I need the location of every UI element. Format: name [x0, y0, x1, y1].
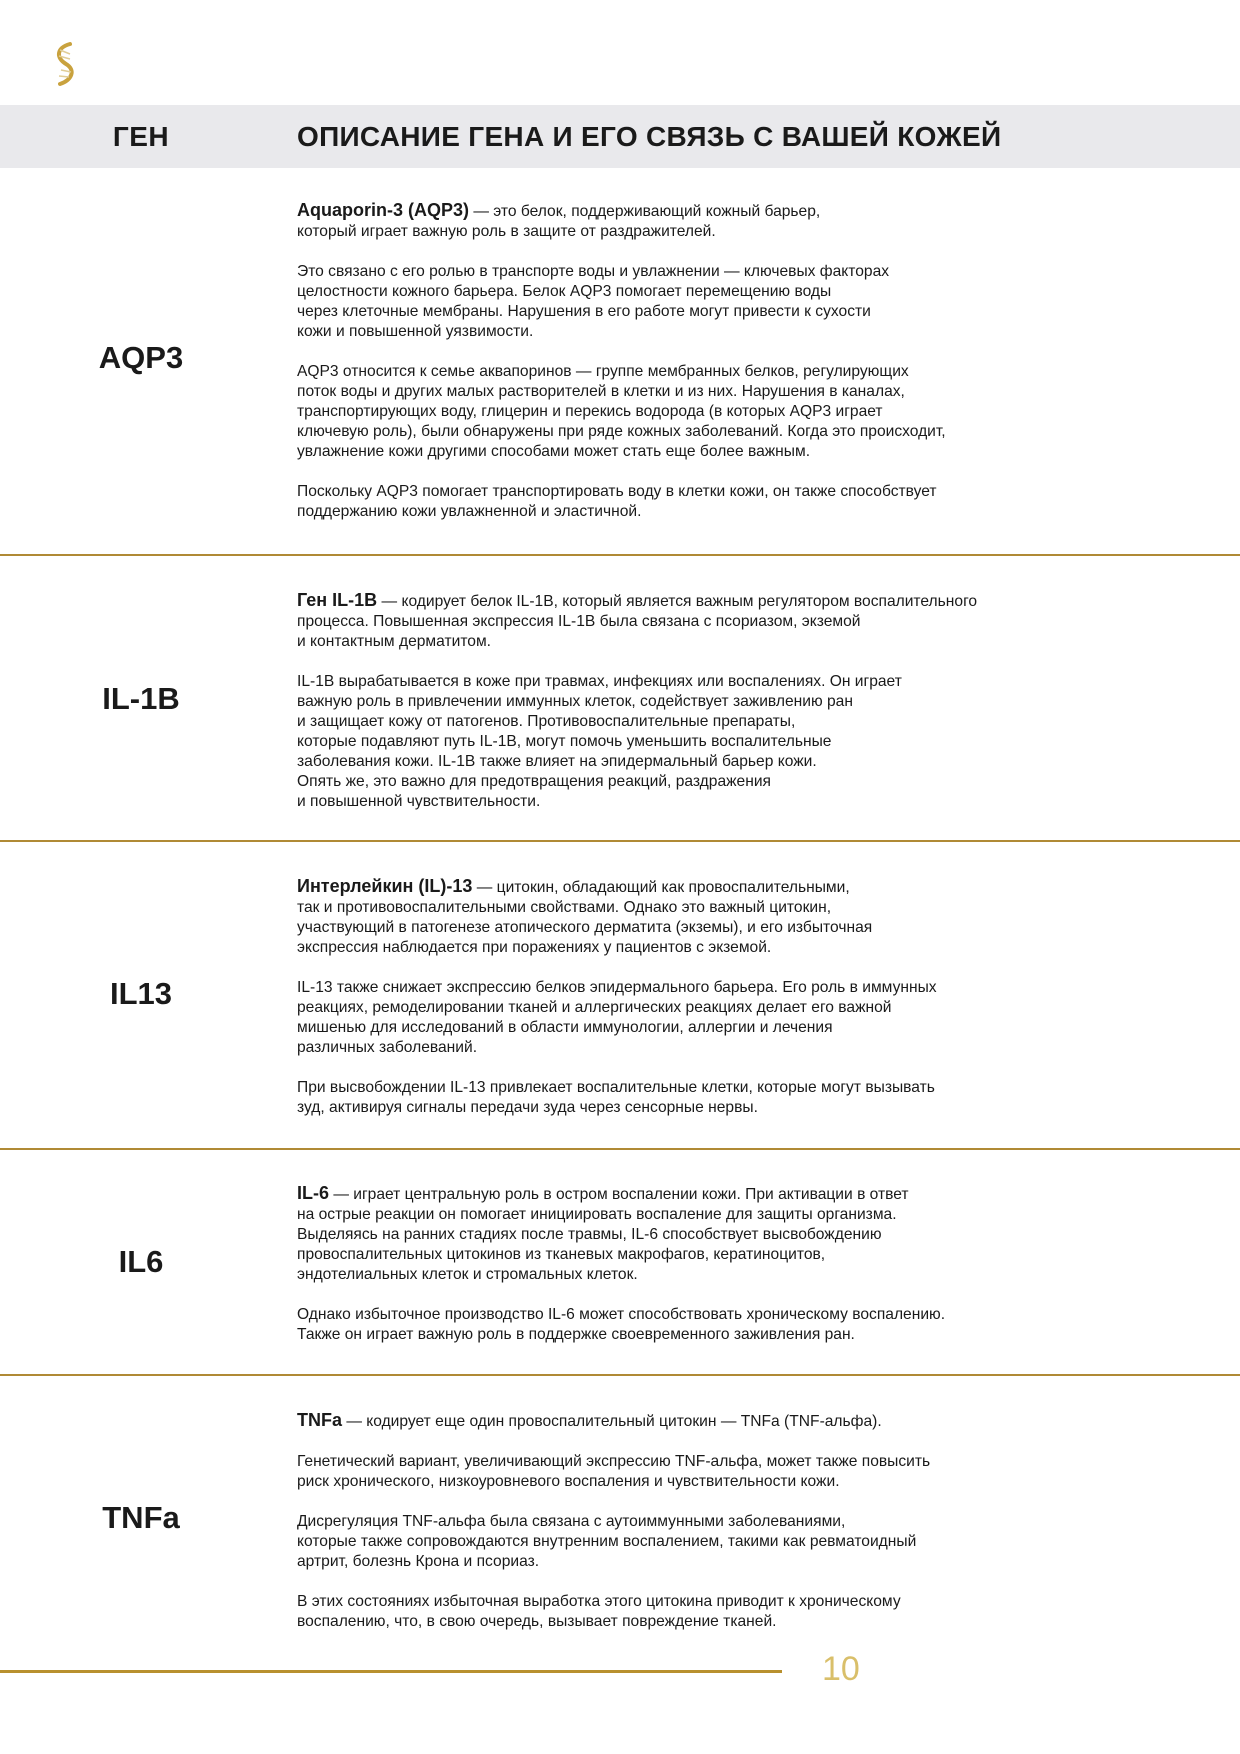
gene-label: TNFa — [102, 1500, 180, 1535]
row-divider — [0, 840, 1240, 842]
gene-lead: Интерлейкин (IL)-13 — [297, 876, 473, 896]
paragraph: Дисрегуляция TNF-альфа была связана с аутоиммунными заболеваниями, которые также сопровождаются внутренним воспалением, такими как ревматоидный артрит, болезнь Крона и псориаз. — [297, 1513, 917, 1570]
gene-lead: Ген IL-1B — [297, 590, 378, 610]
row-divider — [0, 554, 1240, 556]
gene-description — [297, 1410, 1177, 1632]
paragraph: Однако избыточное производство IL-6 может способствовать хроническому воспалению. Также он играет важную роль в поддержке своевременного заживления ран. — [297, 1306, 946, 1343]
lead-text: — это белок, поддерживающий кожный барьер, который играет важную роль в защите от раздражителей. — [297, 203, 821, 240]
lead-text: — кодирует еще один провоспалительный цитокин — TNFa (TNF-альфа). — [342, 1413, 882, 1430]
page-number: 10 — [822, 1650, 860, 1688]
paragraph: Поскольку AQP3 помогает транспортировать воду в клетки кожи, он также способствует поддержанию кожи увлажненной и эластичной. — [297, 483, 937, 520]
table-header — [0, 105, 1240, 168]
paragraph: В этих состояниях избыточная выработка этого цитокина приводит к хроническому воспалению, что, в свою очередь, вызывает повреждение тканей. — [297, 1593, 901, 1630]
row-divider — [0, 1374, 1240, 1376]
row-divider — [0, 1148, 1240, 1150]
dna-logo-icon — [50, 40, 80, 88]
gene-lead: IL-6 — [297, 1183, 330, 1203]
gene-description — [297, 590, 1177, 812]
gene-lead: TNFa — [297, 1410, 342, 1430]
lead-text: — цитокин, обладающий как провоспалительными, так и противовоспалительными свойствами. Однако это важный цитокин, участвующий в патогенезе атопического дерматита (экземы), и его избыточная экспрессия наблюдается при поражениях у пациентов с экземой. — [297, 879, 873, 956]
paragraph: При высвобождении IL-13 привлекает воспалительные клетки, которые могут вызывать зуд, активируя сигналы передачи зуда через сенсорные нервы. — [297, 1079, 935, 1116]
gene-label: IL13 — [109, 976, 173, 1011]
paragraph: AQP3 относится к семье аквапоринов — группе мембранных белков, регулирующих поток воды и других малых растворителей в клетки и из них. Нарушения в каналах, транспортирующих воду, глицерин и перекись водорода (в которых AQP3 играет ключевую роль), были обнаружены при ряде кожных заболеваний. Когда это происходит, увлажнение кожи другими способами может стать еще более важным. — [297, 363, 946, 460]
lead-text: — кодирует белок IL-1B, который является важным регулятором воспалительного процесса. Повышенная экспрессия IL-1B была связана с псориазом, экземой и контактным дерматитом. — [297, 593, 978, 650]
paragraph: Это связано с его ролью в транспорте воды и увлажнении — ключевых факторах целостности кожного барьера. Белок AQP3 помогает перемещению воды через клеточные мембраны. Нарушения в его работе могут привести к сухости кожи и повышенной уязвимости. — [297, 263, 890, 340]
gene-label: IL6 — [118, 1244, 164, 1279]
column-header-gene: ГЕН — [112, 121, 170, 152]
gene-label: IL-1B — [102, 681, 180, 716]
footer-divider — [0, 1670, 782, 1673]
gene-description — [297, 1183, 1177, 1345]
paragraph: IL-1B вырабатывается в коже при травмах, инфекциях или воспалениях. Он играет важную роль в привлечении иммунных клеток, содействует заживлению ран и защищает кожу от патогенов. Противовоспалительные препараты, которые подавляют путь IL-1B, могут помочь уменьшить воспалительные заболевания кожи. IL-1B также влияет на эпидермальный барьер кожи. Опять же, это важно для предотвращения реакций, раздражения и повышенной чувствительности. — [297, 673, 902, 810]
gene-label: AQP3 — [98, 340, 184, 375]
gene-description — [297, 876, 1177, 1118]
gene-lead: Aquaporin-3 (AQP3) — [297, 200, 470, 220]
gene-description — [297, 200, 1177, 522]
lead-text: — играет центральную роль в остром воспалении кожи. При активации в ответ на острые реакции он помогает инициировать воспаление для защиты организма. Выделяясь на ранних стадиях после травмы, IL-6 способствует высвобождению провоспалительных цитокинов из тканевых макрофагов, кератиноцитов, эндотелиальных клеток и стромальных клеток. — [297, 1186, 909, 1283]
paragraph: Генетический вариант, увеличивающий экспрессию TNF-альфа, может также повысить риск хронического, низкоуровневого воспаления и чувствительности кожи. — [297, 1453, 931, 1490]
paragraph: IL-13 также снижает экспрессию белков эпидермального барьера. Его роль в иммунных реакциях, ремоделировании тканей и аллергических реакциях делает его важной мишенью для исследований в области иммунологии, аллергии и лечения различных заболеваний. — [297, 979, 937, 1056]
column-header-description: ОПИСАНИЕ ГЕНА И ЕГО СВЯЗЬ С ВАШЕЙ КОЖЕЙ — [297, 121, 1002, 152]
